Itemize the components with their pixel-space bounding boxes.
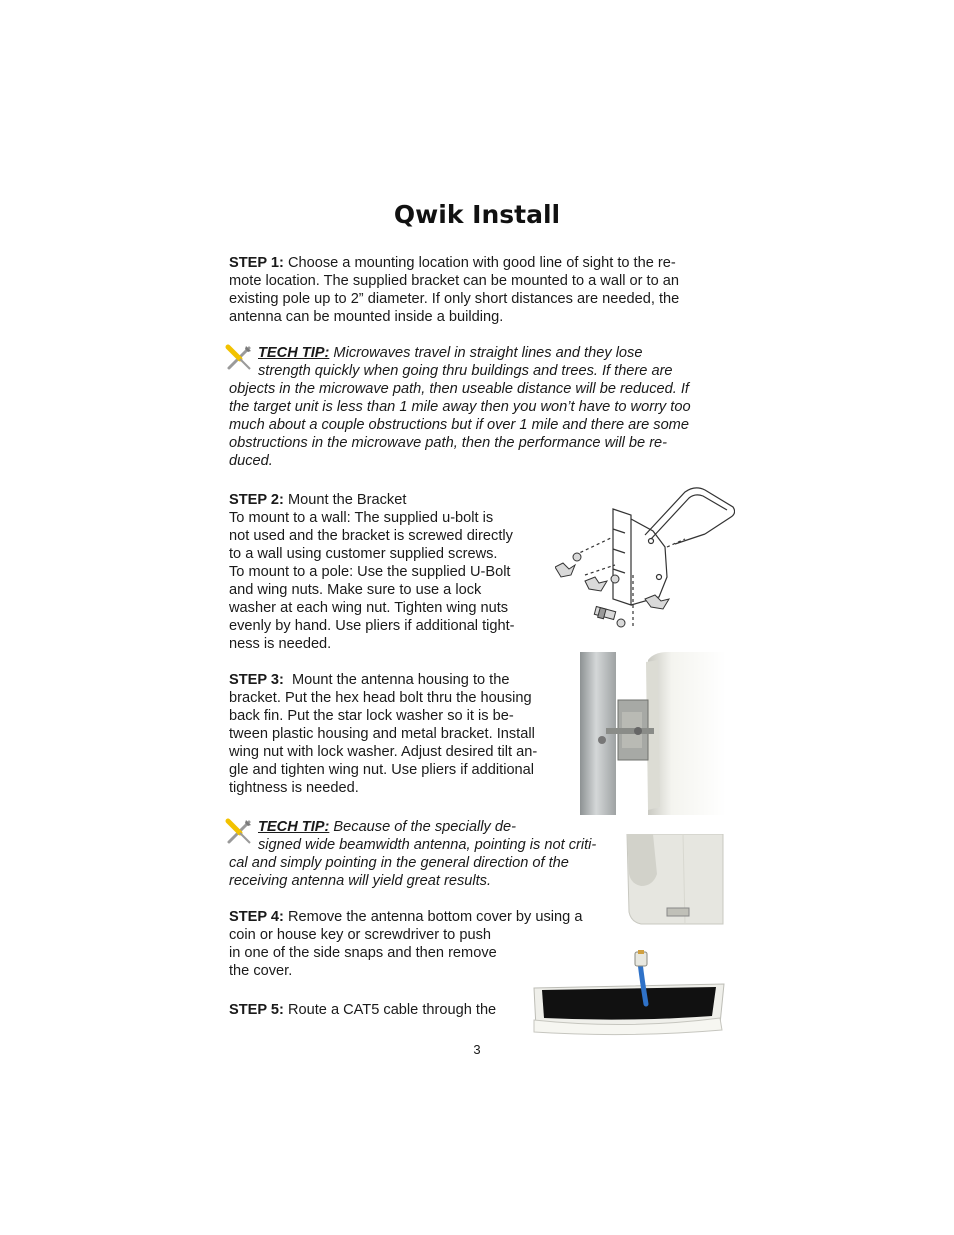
page-title: Qwik Install bbox=[393, 200, 561, 229]
step-5-label: STEP 5: bbox=[229, 1002, 284, 1018]
step-2-label: STEP 2: bbox=[229, 492, 284, 508]
step-3-paragraph: STEP 3: Mount the antenna housing to the bracket. Put the hex head bolt thru the housing back fin. Put the star lock washer so it is be- tween plastic housing and metal bracket. Install wing nut with lock washer. Adjust desired tilt an- gle and tighten wing nut. Use pliers if additional tightness is needed. bbox=[229, 672, 538, 796]
step-1-paragraph: STEP 1: Choose a mounting location with good line of sight to the re- mote location. The supplied bracket can be mounted to a wall or to an existing pole up to 2” diameter. If only short distances are needed, the antenna can be mounted inside a building. bbox=[229, 255, 680, 325]
tech-tip-2: TECH TIP: Because of the specially de- signed wide beamwidth antenna, pointing is not criti- cal and simply pointing in the general direction of the receiving antenna will yield great results. bbox=[229, 819, 597, 889]
step-4-label: STEP 4: bbox=[229, 909, 284, 925]
page-number: 3 bbox=[473, 1042, 481, 1057]
step-1-label: STEP 1: bbox=[229, 255, 284, 271]
pole-mount-photo bbox=[578, 652, 726, 815]
step-5-paragraph: STEP 5: Route a CAT5 cable through the bbox=[229, 1002, 497, 1018]
tech-tip-2-label: TECH TIP: bbox=[258, 819, 330, 835]
step-4-paragraph: STEP 4: Remove the antenna bottom cover by using a coin or house key or screwdriver to push in one of the side snaps and then remove the cover. bbox=[229, 909, 583, 979]
step-3-label: STEP 3: bbox=[229, 672, 284, 688]
tech-tip-1: TECH TIP: Microwaves travel in straight lines and they lose strength quickly when going thru buildings and trees. If there are objects in the microwave path, then useable distance will be reduced. If the target unit is less than 1 mile away then you won’t have to worry too much about a couple obstructions but if over 1 mile and there are some obstructions in the microwave path, then the performance will be re- duced. bbox=[229, 345, 691, 469]
cover-cable-photo bbox=[528, 950, 726, 1036]
bracket-diagram bbox=[555, 487, 735, 632]
step-2-paragraph: STEP 2: Mount the Bracket To mount to a wall: The supplied u-bolt is not used and the bracket is screwed directly to a wall using customer supplied screws. To mount to a pole: Use the supplied U-Bolt and wing nuts. Make sure to use a lock washer at each wing nut. Tighten wing nuts evenly by hand. Use pliers if additional tight- ness is needed. bbox=[229, 492, 515, 652]
tech-tip-1-label: TECH TIP: bbox=[258, 345, 330, 361]
housing-bottom-photo bbox=[623, 834, 725, 926]
